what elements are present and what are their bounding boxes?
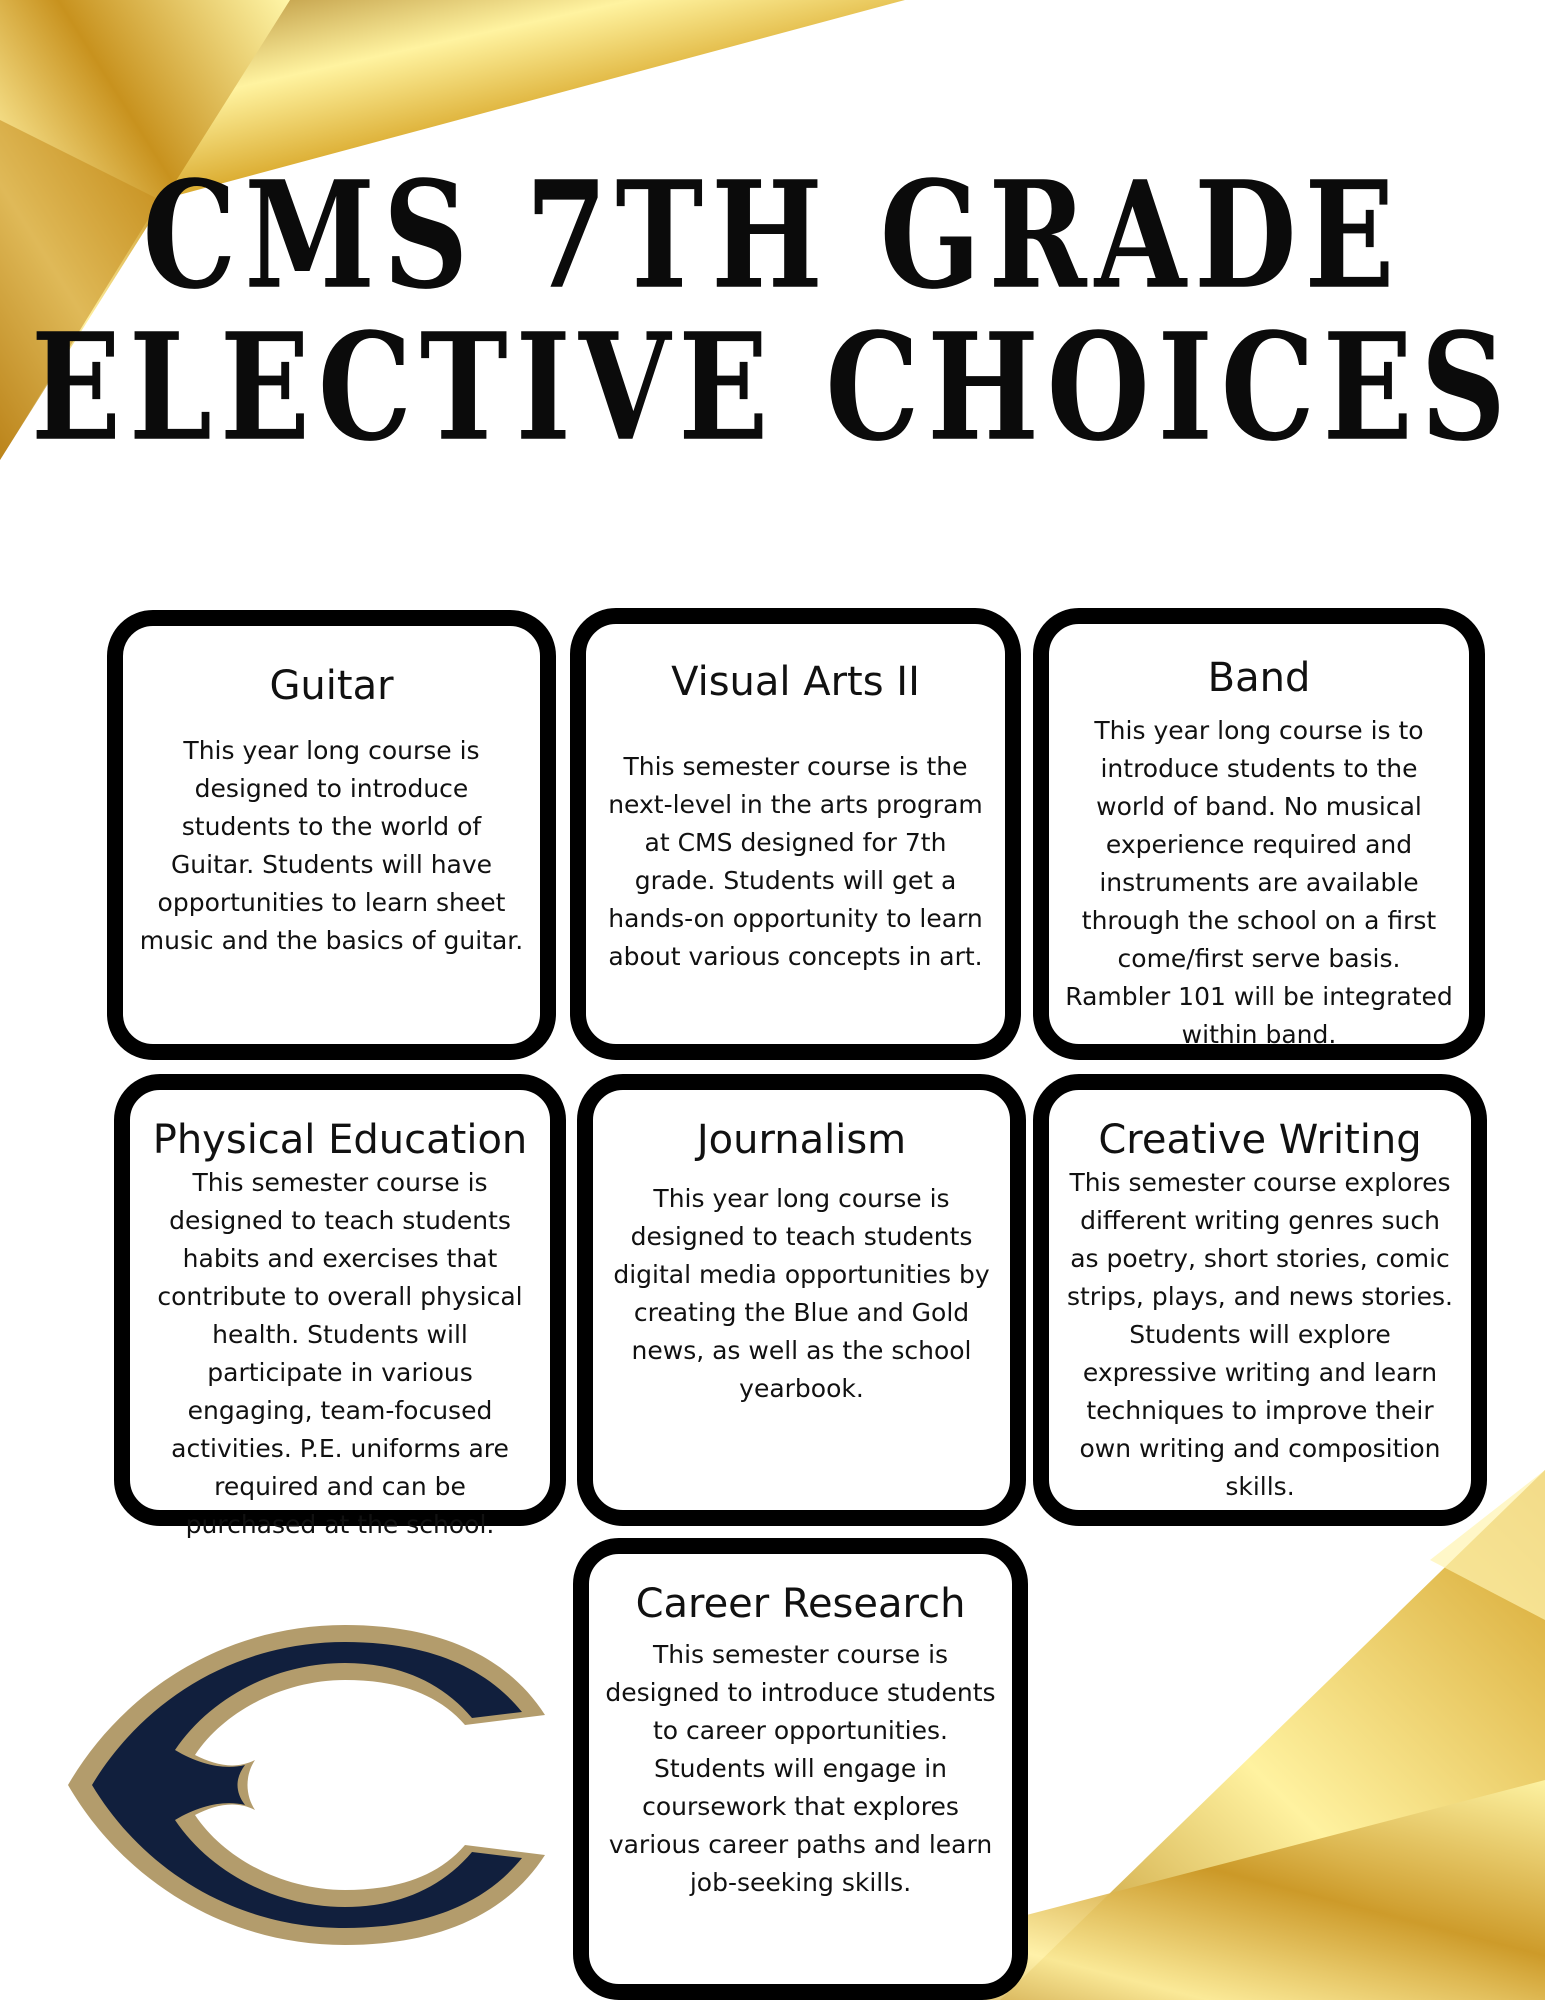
elective-card-band bbox=[1033, 608, 1485, 1060]
elective-card-physical-education bbox=[114, 1074, 566, 1539]
elective-card-creative-writing bbox=[1033, 1074, 1487, 1526]
elective-card-guitar bbox=[107, 610, 556, 1060]
elective-title: Career Research bbox=[635, 1581, 966, 1627]
elective-title: Physical Education bbox=[152, 1117, 528, 1163]
elective-title: Journalism bbox=[696, 1117, 907, 1163]
elective-card-visual-arts bbox=[570, 608, 1021, 1060]
elective-card-career-research bbox=[573, 1538, 1028, 2000]
c-letter-logo-icon bbox=[60, 1620, 560, 1950]
elective-description: This year long course is designed to teach students digital media opportunities by creating the Blue and Gold news, as well as the school yearbook. bbox=[613, 1184, 990, 1403]
elective-card-journalism bbox=[577, 1074, 1026, 1526]
elective-description: This semester course is the next-level in the arts program at CMS designed for 7th grade. Students will get a hands-on opportunity to learn about various concepts in art. bbox=[608, 752, 983, 971]
elective-description: This semester course explores different writing genres such as poetry, short stories, comic strips, plays, and news stories. Students will explore expressive writing and learn techniques to improve their own writing and composition skills. bbox=[1066, 1168, 1453, 1501]
elective-title: Guitar bbox=[269, 663, 394, 709]
elective-title: Band bbox=[1207, 655, 1311, 701]
page-title-line-1: CMS 7TH GRADE bbox=[142, 148, 1403, 322]
page-title-line-2: ELECTIVE CHOICES bbox=[31, 300, 1514, 474]
elective-title: Visual Arts II bbox=[671, 659, 920, 705]
elective-description: This semester course is designed to introduce students to career opportunities. Students will engage in coursework that explores various career paths and learn job-seeking skills. bbox=[605, 1640, 996, 1897]
elective-description: This year long course is to introduce students to the world of band. No musical experience required and instruments are available through the school on a first come/first serve basis. Rambler 101 will be integrated within band. bbox=[1065, 716, 1453, 1049]
elective-title: Creative Writing bbox=[1098, 1117, 1422, 1163]
elective-description: This year long course is designed to introduce students to the world of Guitar. Students will have opportunities to learn sheet music and the basics of guitar. bbox=[139, 736, 524, 955]
elective-description: This semester course is designed to teach students habits and exercises that contribute to overall physical health. Students will participate in various engaging, team-focused activities. P.E. uniforms are required and can be purchased at the school. bbox=[157, 1168, 523, 1539]
